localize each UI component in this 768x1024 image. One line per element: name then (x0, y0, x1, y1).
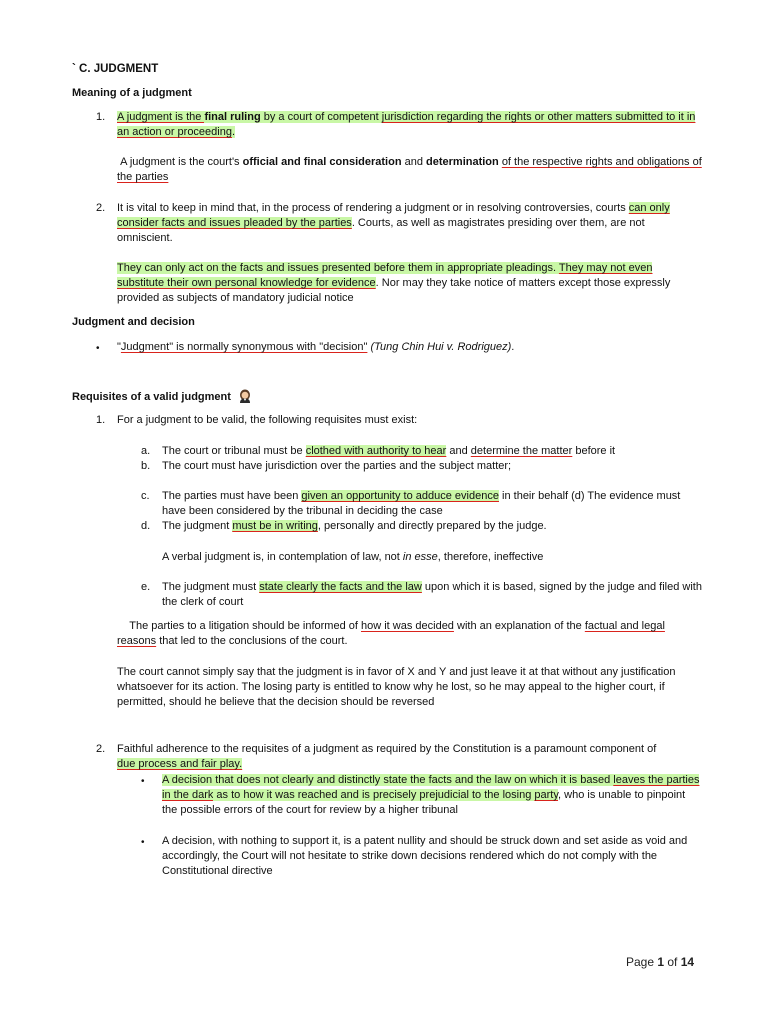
verbal-judgment-note: A verbal judgment is, in contemplation of law, not in esse, therefore, ineffective (162, 551, 544, 563)
meaning-item-2: It is vital to keep in mind that, in the process of rendering a judgment or in resolving controversies, courts can only consider facts and issues pleaded by the parties. Courts, as well as magistrates presiding over them, are not omniscient. (117, 202, 670, 245)
item-number: 1. (96, 414, 106, 426)
meaning-paragraph-2: They can only act on the facts and issues presented before them in appropriate pleadings. They may not even substitute their own personal knowledge for evidence. Nor may they take notice of matters except those expressly provided as subjects of mandatory judicial notice (117, 262, 671, 305)
due-process-bullet-2: A decision, with nothing to support it, is a patent nullity and should be struck down and set aside as void and accordingly, the Court will not hesitate to strike down decisions rendered which do not comply with the Constitutional directive (162, 835, 688, 878)
informed-paragraph: The parties to a litigation should be informed of how it was decided with an explanation of the factual and legal reasons that led to the conclusions of the court. (117, 620, 665, 648)
sub-item-label: d. (141, 520, 151, 532)
due-process-bullet-1: A decision that does not clearly and distinctly state the facts and the law on which it is based leaves the parties in the dark as to how it was reached and is precisely prejudicial to the losing party, who is unable to pinpoint the possible errors of the court for review by a higher tribunal (162, 774, 700, 817)
requisite-b: The court must have jurisdiction over the parties and the subject matter; (162, 460, 512, 472)
subheading-meaning: Meaning of a judgment (72, 87, 192, 99)
subheading-decision: Judgment and decision (72, 316, 195, 328)
item-number: 1. (96, 111, 106, 123)
cannot-paragraph: The court cannot simply say that the judgment is in favor of X and Y and just leave it at that without any justification whatsoever for its action. The losing party is entitled to know why he lost, so he may appeal to the higher court, if permitted, should he believe that the decision should be reversed (117, 666, 676, 709)
requisite-d: The judgment must be in writing, personally and directly prepared by the judge. (162, 520, 547, 532)
section-heading: ` C. JUDGMENT (72, 63, 159, 75)
bullet-marker: • (141, 776, 145, 787)
meaning-paragraph-1: A judgment is the court's official and final consideration and determination of the respective rights and obligations of the parties (117, 156, 702, 184)
item-number: 2. (96, 202, 106, 214)
requisites-item-1: For a judgment to be valid, the following requisites must exist: (117, 414, 418, 426)
subheading-requisites: Requisites of a valid judgment (72, 389, 252, 405)
requisite-e: The judgment must state clearly the facts and the law upon which it is based, signed by the judge and filed with the clerk of court (162, 581, 702, 609)
woman-judge-icon (238, 389, 252, 403)
decision-bullet: "Judgment" is normally synonymous with "decision" (Tung Chin Hui v. Rodriguez). (117, 341, 515, 353)
sub-item-label: e. (141, 581, 151, 593)
bullet-marker: • (141, 837, 145, 848)
sub-item-label: a. (141, 445, 151, 457)
sub-item-label: c. (141, 490, 150, 502)
page-number: Page 1 of 14 (626, 955, 695, 969)
meaning-item-1: A judgment is the final ruling by a court of competent jurisdiction regarding the rights or other matters submitted to it in an action or proceeding. (117, 111, 696, 139)
sub-item-label: b. (141, 460, 151, 472)
requisite-c: The parties must have been given an opportunity to adduce evidence in their behalf (d) The evidence must have been considered by the tribunal in deciding the case (162, 490, 681, 518)
item-number: 2. (96, 743, 106, 755)
bullet-marker: • (96, 343, 100, 354)
requisite-a: The court or tribunal must be clothed with authority to hear and determine the matter before it (162, 445, 616, 457)
requisites-item-2: Faithful adherence to the requisites of a judgment as required by the Constitution is a paramount component of due process and fair play. (117, 743, 657, 771)
